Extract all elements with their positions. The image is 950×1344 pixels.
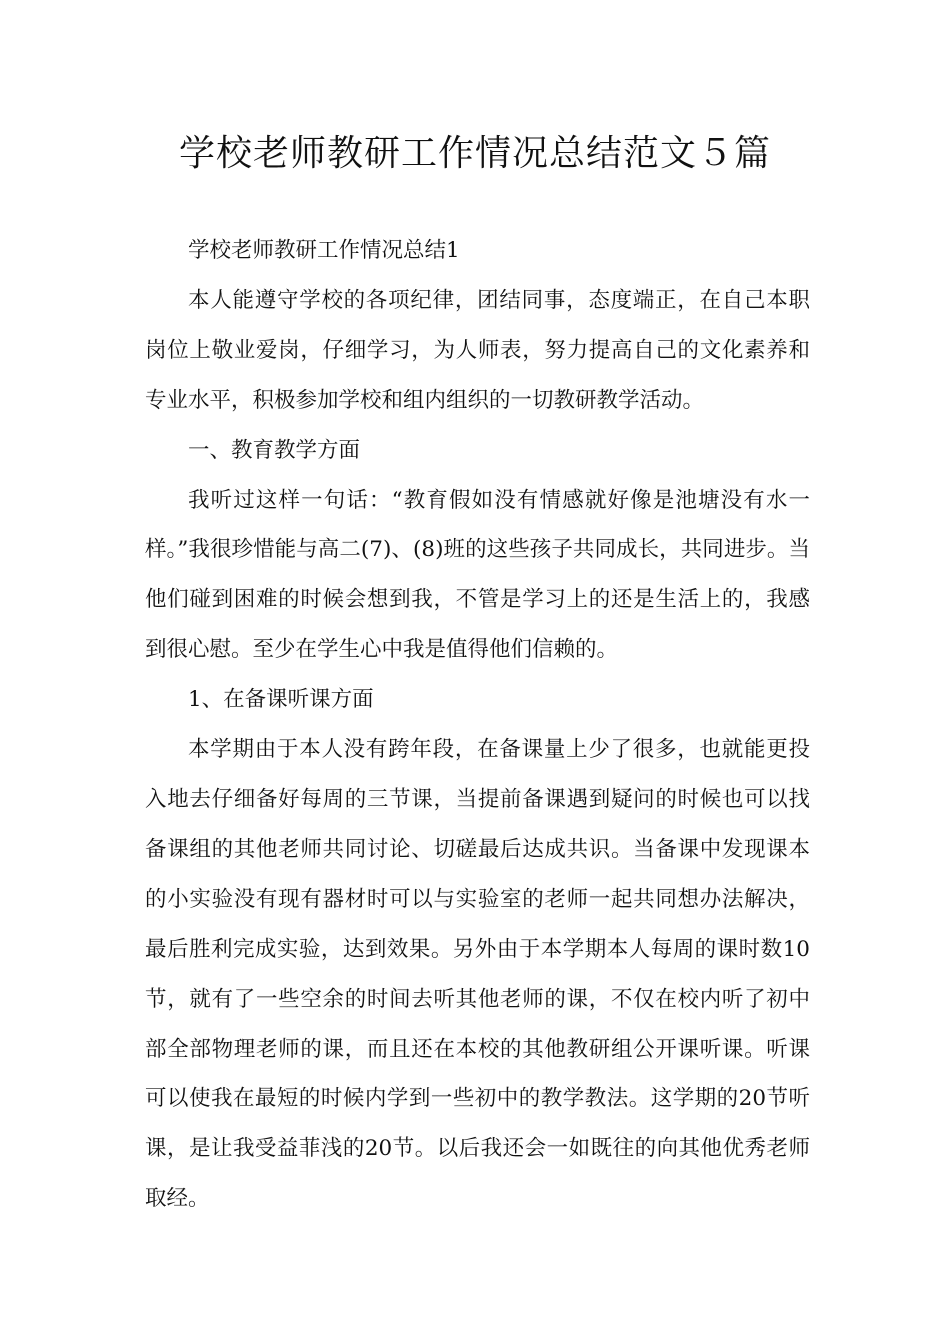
- document-body: [145, 226, 810, 1224]
- paragraph-education: 我听过这样一句话：“教育假如没有情感就好像是池塘没有水一样。”我很珍惜能与高二(7)、(8)班的这些孩子共同成长，共同进步。当他们碰到困难的时候会想到我，不管是学习上的还是生活上的，我感到很心慰。至少在学生心中我是值得他们信赖的。: [145, 487, 810, 663]
- section-heading-lesson-prep: 1、在备课听课方面: [188, 687, 374, 713]
- paragraph-intro: 本人能遵守学校的各项纪律，团结同事，态度端正，在自己本职岗位上敬业爱岗，仔细学习，为人师表，努力提高自己的文化素养和专业水平，积极参加学校和组内组织的一切教研教学活动。: [145, 287, 810, 413]
- paragraph-lesson-prep: 本学期由于本人没有跨年段，在备课量上少了很多，也就能更投入地去仔细备好每周的三节课，当提前备课遇到疑问的时候也可以找备课组的其他老师共同讨论、切磋最后达成共识。当备课中发现课本的小实验没有现有器材时可以与实验室的老师一起共同想办法解决，最后胜利完成实验，达到效果。另外由于本学期本人每周的课时数10节，就有了一些空余的时间去听其他老师的课，不仅在校内听了初中部全部物理老师的课，而且还在本校的其他教研组公开课听课。听课可以使我在最短的时候内学到一些初中的教学教法。这学期的20节听课，是让我受益菲浅的20节。以后我还会一如既往的向其他优秀老师取经。: [145, 737, 810, 1212]
- section-heading-summary-1: 学校老师教研工作情况总结1: [188, 238, 460, 263]
- document-title: 学校老师教研工作情况总结范文５篇: [178, 133, 771, 174]
- section-heading-education: 一、教育教学方面: [188, 437, 361, 463]
